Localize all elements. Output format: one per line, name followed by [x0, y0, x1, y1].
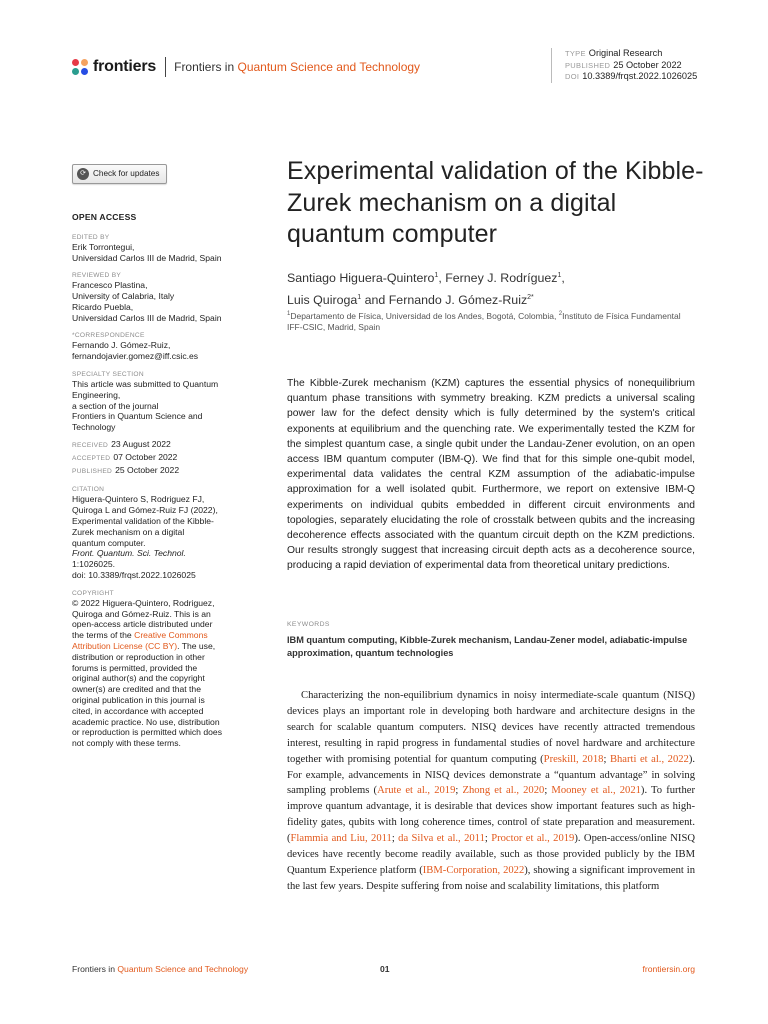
copyright-line: original author(s) and the copyright	[72, 673, 205, 684]
received-date: 23 August 2022	[111, 439, 171, 450]
citation-link[interactable]: da Silva et al., 2011	[398, 833, 485, 845]
author-name[interactable]: Luis Quiroga	[287, 293, 358, 308]
cc-license-link[interactable]: Attribution License (CC BY)	[72, 641, 178, 652]
author-affil-sup: 2*	[527, 294, 534, 302]
citation-journal: Front. Quantum. Sci. Technol.	[72, 548, 186, 559]
accepted-row	[72, 452, 234, 465]
keywords: IBM quantum computing, Kibble-Zurek mechanism, Landau-Zener model, adiabatic-impulse approximation, quantum technologies	[287, 635, 688, 658]
dates	[72, 439, 234, 477]
accepted-date: 07 October 2022	[113, 451, 178, 462]
published-label: PUBLISHED	[565, 60, 611, 70]
affil-sup: 1	[287, 311, 291, 317]
body-text: ;	[391, 833, 399, 845]
author-affil-sup: 1	[557, 272, 562, 279]
citation-link[interactable]: Zhong et al., 2020	[462, 785, 545, 797]
citation-link[interactable]: Preskill, 2018	[543, 753, 604, 765]
copyright-line: Quiroga and Gómez-Ruiz. This is an	[72, 608, 211, 619]
specialty-line: Frontiers in Quantum Science and	[72, 411, 203, 422]
body-text: ). Open-access/online NISQ devices have recently become readily available, such as those provided publicly by the IBM Quantum Experience platform (	[287, 833, 695, 876]
check-updates-label: Check for updates	[93, 168, 160, 178]
author-affil-sup: 1	[434, 272, 439, 279]
body-text: ;	[455, 785, 463, 797]
copyright-line: or reproduction is permitted which does	[72, 727, 222, 738]
citation-line: Zurek mechanism on a digital	[72, 526, 185, 537]
affil-sup: 2	[558, 311, 563, 317]
accepted-label: ACCEPTED	[72, 454, 111, 462]
editor-affiliation: Universidad Carlos III de Madrid, Spain	[72, 252, 222, 263]
citation-line: Higuera-Quintero S, Rodriguez FJ,	[72, 494, 205, 505]
correspondent-name: Fernando J. Gómez-Ruiz,	[72, 340, 171, 351]
author-affil-sup: 1	[357, 294, 362, 302]
copyright-line: open-access article distributed under	[72, 619, 213, 630]
type-label: TYPE	[565, 49, 586, 58]
copyright-line: academic practice. No use, distribution	[72, 716, 220, 727]
copyright-line	[72, 641, 234, 652]
footer-journal[interactable]	[72, 964, 248, 974]
footer-prefix: Frontiers in	[72, 964, 115, 974]
copyright-line: original publication in this journal is	[72, 695, 205, 705]
reviewer-name: Ricardo Puebla,	[72, 301, 134, 312]
affiliation: Departamento de Física, Universidad de los Andes, Bogotá, Colombia,	[290, 310, 559, 321]
citation-line: Experimental validation of the Kibble-	[72, 516, 214, 527]
article-title: Experimental validation of the Kibble-Zurek mechanism on a digital quantum computer	[287, 157, 704, 248]
footer-site-link[interactable]: frontiersin.org	[642, 964, 695, 974]
citation-doi[interactable]: doi: 10.3389/frqst.2022.1026025	[72, 570, 196, 581]
body-text: ), showing a significant improvement in the last few years. Despite suffering from noise and scalability limitations, this platform	[287, 864, 695, 892]
copyright	[72, 598, 234, 749]
author-name[interactable]: Santiago Higuera-Quintero	[287, 271, 435, 286]
type-value: Original Research	[588, 48, 663, 58]
keywords-label: KEYWORDS	[287, 621, 330, 628]
reviewed-by-label: REVIEWED BY	[72, 272, 122, 280]
refresh-icon: ⟳	[77, 168, 89, 180]
check-updates-button[interactable]	[72, 164, 167, 184]
published-value: 25 October 2022	[613, 59, 682, 70]
reviewer-name: Francesco Plastina,	[72, 280, 148, 291]
doi-label: DOI	[565, 72, 580, 81]
citation-label: CITATION	[72, 486, 105, 494]
author-sep: ,	[561, 271, 565, 286]
citation-line: Quiroga L and Gómez-Ruiz FJ (2022),	[72, 505, 218, 516]
correspondent-email[interactable]: fernandojavier.gomez@iff.csic.es	[72, 351, 199, 362]
reviewer-affiliation: Universidad Carlos III de Madrid, Spain	[72, 312, 222, 323]
body-text: ). To further improve quantum advantage, it is desirable that devices show important features such as high-fidelity gates, qubits with long coherence times, control of state preparation and measurement. (	[287, 785, 696, 845]
author-list	[287, 266, 695, 310]
edited-by	[72, 242, 234, 264]
body-text: ;	[484, 833, 492, 845]
published-date: 25 October 2022	[115, 464, 180, 475]
specialty-line: a section of the journal	[72, 400, 159, 411]
specialty-line: Technology	[72, 422, 116, 433]
specialty-label: SPECIALTY SECTION	[72, 371, 144, 379]
author-name[interactable]: Fernando J. Gómez-Ruiz	[388, 293, 528, 308]
copyright-line: © 2022 Higuera-Quintero, Rodriguez,	[72, 597, 215, 608]
article-meta	[551, 48, 697, 83]
citation-line: quantum computer.	[72, 537, 146, 548]
abstract: The Kibble-Zurek mechanism (KZM) captures the essential physics of nonequilibrium quantum phase transitions with symmetry breaking. KZM predicts a universal scaling power law for the defect density which is fully determined by the system's critical exponents at equilibrium and the quenching rate. We experimentally tested the KZM for the simplest quantum case, a single qubit under the Landau-Zener evolution, on an open access IBM quantum computer (IBM-Q). We find that for this simple one-qubit model, experimental data validates the central KZM assumption of the adiabatic-impulse approximation for a well isolated qubit. Furthermore, we report on extensive IBM-Q experiments on individual qubits embedded in different circuit environments and topologies, separately elucidating the role of crosstalk between qubits and the increasing decoherence effects associated with the quantum circuit depth on the KZM predictions. Our results strongly suggest that increasing circuit depth acts as a decoherence source, producing a rapid deviation of experimental data from theoretical unitary predictions.	[287, 378, 695, 572]
edited-by-label: EDITED BY	[72, 233, 110, 241]
copyright-text: the terms of the	[72, 630, 135, 641]
body-text: ;	[603, 753, 610, 765]
received-row	[72, 439, 234, 452]
copyright-line: forums is permitted, provided the	[72, 662, 198, 673]
frontiers-logo-icon	[72, 59, 89, 76]
body-paragraph	[287, 688, 695, 895]
copyright-line: not comply with these terms.	[72, 738, 181, 749]
reviewed-by	[72, 280, 234, 323]
citation-link[interactable]: Flammia and Liu, 2011	[290, 833, 392, 845]
published-label: PUBLISHED	[72, 467, 113, 475]
body-text: Characterizing the non-equilibrium dynamics in noisy intermediate-scale quantum (NISQ) devices plays an important role in developing both hardware and architecture designs in the search for scalable quantum computers. NISQ devices have recently attracted tremendous interest, resulting in rapid progress in fundamental studies of novel hardware and architecture together with promising potential for quantum computing (	[287, 690, 695, 765]
citation-link[interactable]: Arute et al., 2019	[377, 785, 456, 797]
journal-prefix: Frontiers in	[174, 60, 235, 74]
published-row	[72, 465, 234, 478]
page-number: 01	[380, 964, 390, 974]
author-name[interactable]: Ferney J. Rodríguez	[445, 271, 558, 286]
journal-name: Quantum Science and Technology	[237, 60, 421, 74]
specialty-section	[72, 379, 234, 433]
copyright-line	[72, 630, 234, 641]
doi-value[interactable]: 10.3389/frqst.2022.1026025	[582, 71, 698, 81]
header-divider	[165, 57, 166, 77]
copyright-line: distribution or reproduction in other	[72, 651, 205, 662]
citation-link[interactable]: Mooney et al., 2021	[551, 785, 641, 797]
copyright-line: owner(s) are credited and that the	[72, 684, 201, 695]
body-text: ). For example, advancements in NISQ devices demonstrate a “quantum advantage” in solving sampling problems (	[287, 753, 696, 797]
editor-name: Erik Torrontegui,	[72, 241, 135, 252]
citation	[72, 494, 234, 580]
brand-header	[72, 54, 420, 80]
copyright-line: cited, in accordance with accepted	[72, 705, 204, 716]
citation-link[interactable]: IBM-Corporation, 2022	[422, 864, 525, 876]
affiliations	[287, 309, 695, 333]
copyright-text: . The use,	[177, 641, 216, 652]
journal-header[interactable]	[174, 60, 420, 74]
citation-link[interactable]: Bharti et al., 2022	[609, 753, 689, 765]
copyright-label: COPYRIGHT	[72, 589, 114, 597]
received-label: RECEIVED	[72, 442, 109, 450]
correspondence-label: *CORRESPONDENCE	[72, 332, 145, 340]
citation-line: 1:1026025.	[72, 559, 116, 570]
reviewer-affiliation: University of Calabria, Italy	[72, 291, 175, 302]
author-sep: ,	[438, 271, 446, 286]
affiliation: Instituto de Física Fundamental IFF-CSIC, Madrid, Spain	[287, 310, 681, 332]
footer-journal-name: Quantum Science and Technology	[117, 964, 249, 974]
body-text: ;	[544, 785, 552, 797]
specialty-line: This article was submitted to Quantum	[72, 379, 219, 390]
specialty-line: Engineering,	[72, 389, 121, 400]
citation-link[interactable]: Proctor et al., 2019	[491, 833, 575, 845]
logo-text: frontiers	[93, 58, 157, 75]
cc-license-link[interactable]: Creative Commons	[134, 630, 208, 641]
author-sep: and	[361, 293, 389, 308]
open-access-label: OPEN ACCESS	[72, 212, 137, 222]
correspondence	[72, 340, 234, 362]
article-sidebar	[72, 164, 234, 749]
